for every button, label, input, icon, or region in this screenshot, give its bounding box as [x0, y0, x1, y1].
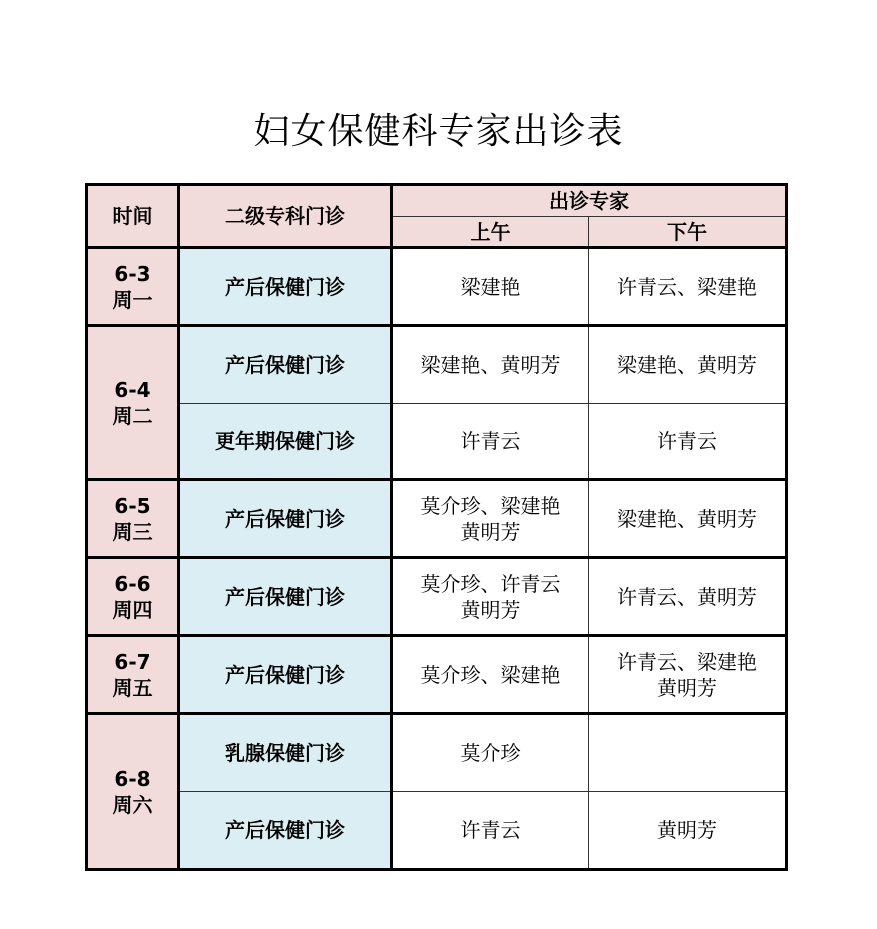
day-date: 6-7 [114, 649, 151, 674]
expert-line: 莫介珍、梁建艳 [420, 493, 561, 518]
afternoon-cell [589, 326, 787, 404]
morning-cell [392, 636, 589, 714]
day-cell [87, 558, 179, 636]
day-weekday: 周五 [112, 675, 153, 700]
expert-line: 许青云 [460, 429, 521, 453]
expert-line: 莫介珍、许青云 [420, 571, 561, 596]
day-date: 6-4 [114, 377, 151, 402]
day-weekday: 周三 [112, 519, 153, 544]
expert-line: 莫介珍、梁建艳 [420, 662, 561, 687]
morning-cell [392, 326, 589, 404]
header-afternoon: 下午 [589, 217, 787, 248]
day-cell [87, 326, 179, 480]
expert-line: 黄明芳 [460, 519, 521, 544]
header-morning: 上午 [392, 217, 589, 248]
expert-line: 梁建艳 [460, 274, 521, 299]
day-weekday: 周一 [112, 287, 153, 312]
day-date: 6-3 [114, 261, 151, 286]
expert-line: 许青云 [657, 429, 717, 453]
expert-line: 梁建艳、黄明芳 [617, 506, 757, 531]
dept-cell: 乳腺保健门诊 [179, 714, 392, 792]
morning-cell [392, 480, 589, 558]
afternoon-cell [589, 480, 787, 558]
expert-line: 许青云 [460, 818, 521, 842]
dept-cell: 产后保健门诊 [179, 558, 392, 636]
afternoon-cell [589, 404, 787, 480]
morning-cell [392, 714, 589, 792]
morning-cell [392, 792, 589, 870]
dept-cell: 产后保健门诊 [179, 636, 392, 714]
morning-cell [392, 404, 589, 480]
day-weekday: 周六 [112, 792, 153, 817]
table-row [87, 248, 787, 326]
expert-line: 许青云、梁建艳 [617, 649, 757, 674]
dept-cell: 产后保健门诊 [179, 326, 392, 404]
header-experts: 出诊专家 [392, 185, 787, 217]
expert-line: 莫介珍 [460, 741, 521, 765]
table-row [87, 792, 787, 870]
expert-line: 黄明芳 [657, 675, 717, 700]
expert-line: 许青云、梁建艳 [617, 274, 757, 299]
page-title: 妇女保健科专家出诊表 [253, 111, 624, 152]
table-row [87, 326, 787, 404]
afternoon-cell [589, 248, 787, 326]
dept-cell: 更年期保健门诊 [179, 404, 392, 480]
header-row [87, 185, 787, 217]
dept-cell: 产后保健门诊 [179, 480, 392, 558]
table-row [87, 558, 787, 636]
day-cell [87, 714, 179, 870]
dept-cell: 产后保健门诊 [179, 792, 392, 870]
header-time: 时间 [87, 185, 179, 248]
day-date: 6-5 [114, 493, 151, 518]
schedule-table [85, 183, 788, 871]
expert-line: 黄明芳 [460, 597, 521, 622]
day-weekday: 周四 [112, 597, 153, 622]
afternoon-cell [589, 714, 787, 792]
table-row [87, 480, 787, 558]
expert-line: 许青云、黄明芳 [617, 584, 757, 609]
expert-line: 梁建艳、黄明芳 [617, 353, 757, 377]
dept-cell: 产后保健门诊 [179, 248, 392, 326]
morning-cell [392, 248, 589, 326]
expert-line: 黄明芳 [657, 818, 717, 842]
header-dept: 二级专科门诊 [179, 185, 392, 248]
day-cell [87, 480, 179, 558]
day-weekday: 周二 [112, 403, 153, 428]
table-row [87, 636, 787, 714]
day-date: 6-6 [114, 571, 151, 596]
day-cell [87, 248, 179, 326]
table-row [87, 714, 787, 792]
morning-cell [392, 558, 589, 636]
day-date: 6-8 [114, 766, 151, 791]
expert-line: 梁建艳、黄明芳 [420, 353, 561, 377]
afternoon-cell [589, 636, 787, 714]
table-row [87, 404, 787, 480]
afternoon-cell [589, 792, 787, 870]
day-cell [87, 636, 179, 714]
afternoon-cell [589, 558, 787, 636]
